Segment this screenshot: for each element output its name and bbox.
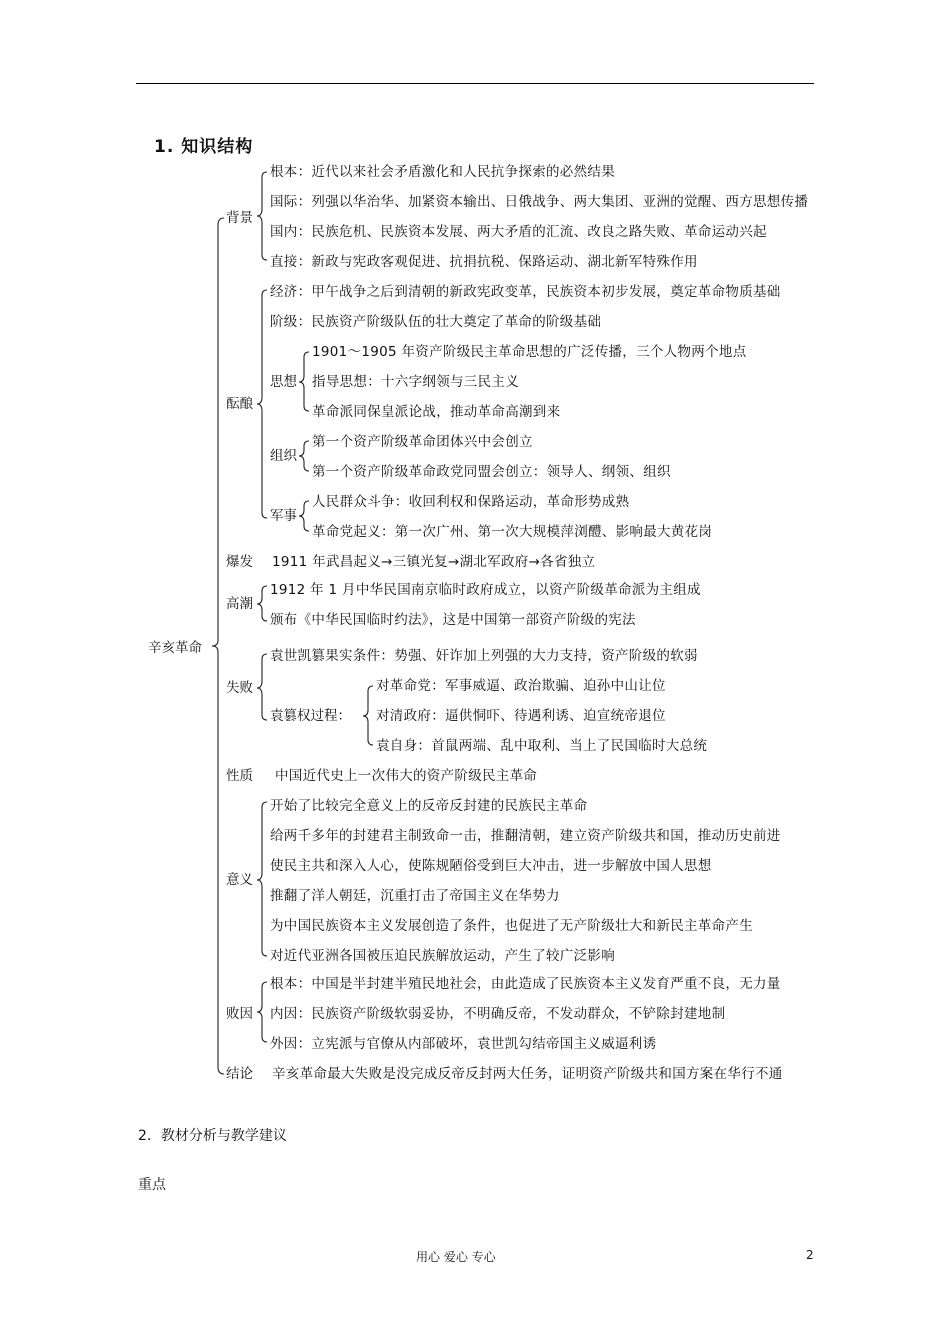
yunniang-brace — [257, 290, 267, 518]
baofa-label: 爆发 — [226, 554, 253, 570]
shibai-label: 失败 — [226, 680, 253, 696]
thought-label: 思想 — [270, 374, 297, 390]
thought-item: 革命派同保皇派论战，推动革命高潮到来 — [312, 404, 561, 420]
footer-text: 用心 爱心 专心 — [416, 1250, 496, 1264]
yiyi-item: 对近代亚洲各国被压迫民族解放运动，产生了较广泛影响 — [270, 948, 615, 964]
jielun-label: 结论 — [226, 1066, 253, 1082]
yiyi-brace — [257, 802, 267, 956]
org-label: 组织 — [270, 448, 297, 464]
beijing-item: 国内：民族危机、民族资本发展、两大矛盾的汇流、改良之路失败、革命运动兴起 — [270, 224, 767, 240]
baiyin-label: 败因 — [226, 1006, 253, 1022]
root-node: 辛亥革命 — [148, 640, 202, 656]
thought-item: 1901～1905 年资产阶级民主革命思想的广泛传播，三个人物两个地点 — [312, 344, 747, 360]
baiyin-item: 外因：立宪派与官僚从内部破坏，袁世凯勾结帝国主义威逼利诱 — [270, 1036, 657, 1052]
xingzhi-text: 中国近代史上一次伟大的资产阶级民主革命 — [275, 768, 538, 784]
mil-item: 人民群众斗争：收回利权和保路运动，革命形势成熟 — [312, 494, 630, 510]
shibai-condition: 袁世凯篡果实条件：势强、奸诈加上列强的大力支持，资产阶级的软弱 — [270, 648, 698, 664]
xingzhi-label: 性质 — [226, 768, 253, 784]
yiyi-label: 意义 — [226, 872, 253, 888]
process-label: 袁篡权过程： — [270, 708, 351, 724]
gaochao-item: 1912 年 1 月中华民国南京临时政府成立，以资产阶级革命派为主组成 — [270, 582, 701, 598]
org-item: 第一个资产阶级革命团体兴中会创立 — [312, 434, 533, 450]
root-brace — [212, 218, 224, 1074]
thought-item: 指导思想：十六字纲领与三民主义 — [312, 374, 519, 390]
mil-label: 军事 — [270, 508, 297, 524]
yiyi-item: 开始了比较完全意义上的反帝反封建的民族民主革命 — [270, 798, 588, 814]
mil-item: 革命党起义：第一次广州、第一次大规模萍浏醴、影响最大黄花岗 — [312, 524, 713, 540]
beijing-brace — [257, 172, 267, 260]
zhongdian-label: 重点 — [138, 1177, 166, 1193]
mil-brace — [299, 501, 309, 531]
baiyin-item: 内因：民族资产阶级软弱妥协，不明确反帝，不发动群众，不铲除封建地制 — [270, 1006, 726, 1022]
baofa-text: 1911 年武昌起义→三镇光复→湖北军政府→各省独立 — [272, 554, 596, 570]
process-item: 对清政府：逼供恫吓、待遇利诱、迫宣统帝退位 — [376, 708, 666, 724]
section-heading: 1. 知识结构 — [154, 137, 254, 157]
shibai-brace — [257, 654, 267, 720]
process-item: 袁自身：首鼠两端、乱中取利、当上了民国临时大总统 — [376, 738, 708, 754]
org-brace — [299, 441, 309, 471]
class-line: 阶级：民族资产阶级队伍的壮大奠定了革命的阶级基础 — [270, 314, 602, 330]
jielun-text: 辛亥革命最大失败是没完成反帝反封两大任务，证明资产阶级共和国方案在华行不通 — [272, 1066, 783, 1082]
yiyi-item: 使民主共和深入人心，使陈规陋俗受到巨大冲击，进一步解放中国人思想 — [270, 858, 712, 874]
beijing-item: 根本：近代以来社会矛盾激化和人民抗争探索的必然结果 — [270, 164, 615, 180]
yiyi-item: 给两千多年的封建君主制致命一击，推翻清朝，建立资产阶级共和国，推动历史前进 — [270, 828, 781, 844]
beijing-item: 直接：新政与宪政客观促进、抗捐抗税、保路运动、湖北新军特殊作用 — [270, 254, 698, 270]
economy-line: 经济：甲午战争之后到清朝的新政宪政变革，民族资本初步发展，奠定革命物质基础 — [270, 284, 781, 300]
beijing-item: 国际：列强以华治华、加紧资本输出、日俄战争、两大集团、亚洲的觉醒、西方思想传播 — [270, 194, 809, 210]
yiyi-item: 推翻了洋人朝廷，沉重打击了帝国主义在华势力 — [270, 888, 560, 904]
yiyi-item: 为中国民族资本主义发展创造了条件，也促进了无产阶级壮大和新民主革命产生 — [270, 918, 753, 934]
gaochao-item: 颁布《中华民国临时约法》，这是中国第一部资产阶级的宪法 — [270, 612, 636, 628]
beijing-label: 背景 — [226, 210, 253, 226]
yunniang-label: 酝酿 — [226, 396, 253, 412]
section2-heading: 2．教材分析与教学建议 — [138, 1128, 287, 1144]
baiyin-item: 根本：中国是半封建半殖民地社会，由此造成了民族资本主义发育严重不良，无力量 — [270, 976, 781, 992]
thought-brace — [299, 352, 309, 411]
gaochao-brace — [257, 586, 267, 621]
gaochao-label: 高潮 — [226, 596, 253, 612]
process-item: 对革命党：军事威逼、政治欺骗、迫孙中山让位 — [376, 678, 666, 694]
baiyin-brace — [257, 982, 267, 1042]
org-item: 第一个资产阶级革命政党同盟会创立：领导人、纲领、组织 — [312, 464, 671, 480]
process-brace — [363, 686, 373, 745]
page-number: 2 — [806, 1248, 814, 1262]
